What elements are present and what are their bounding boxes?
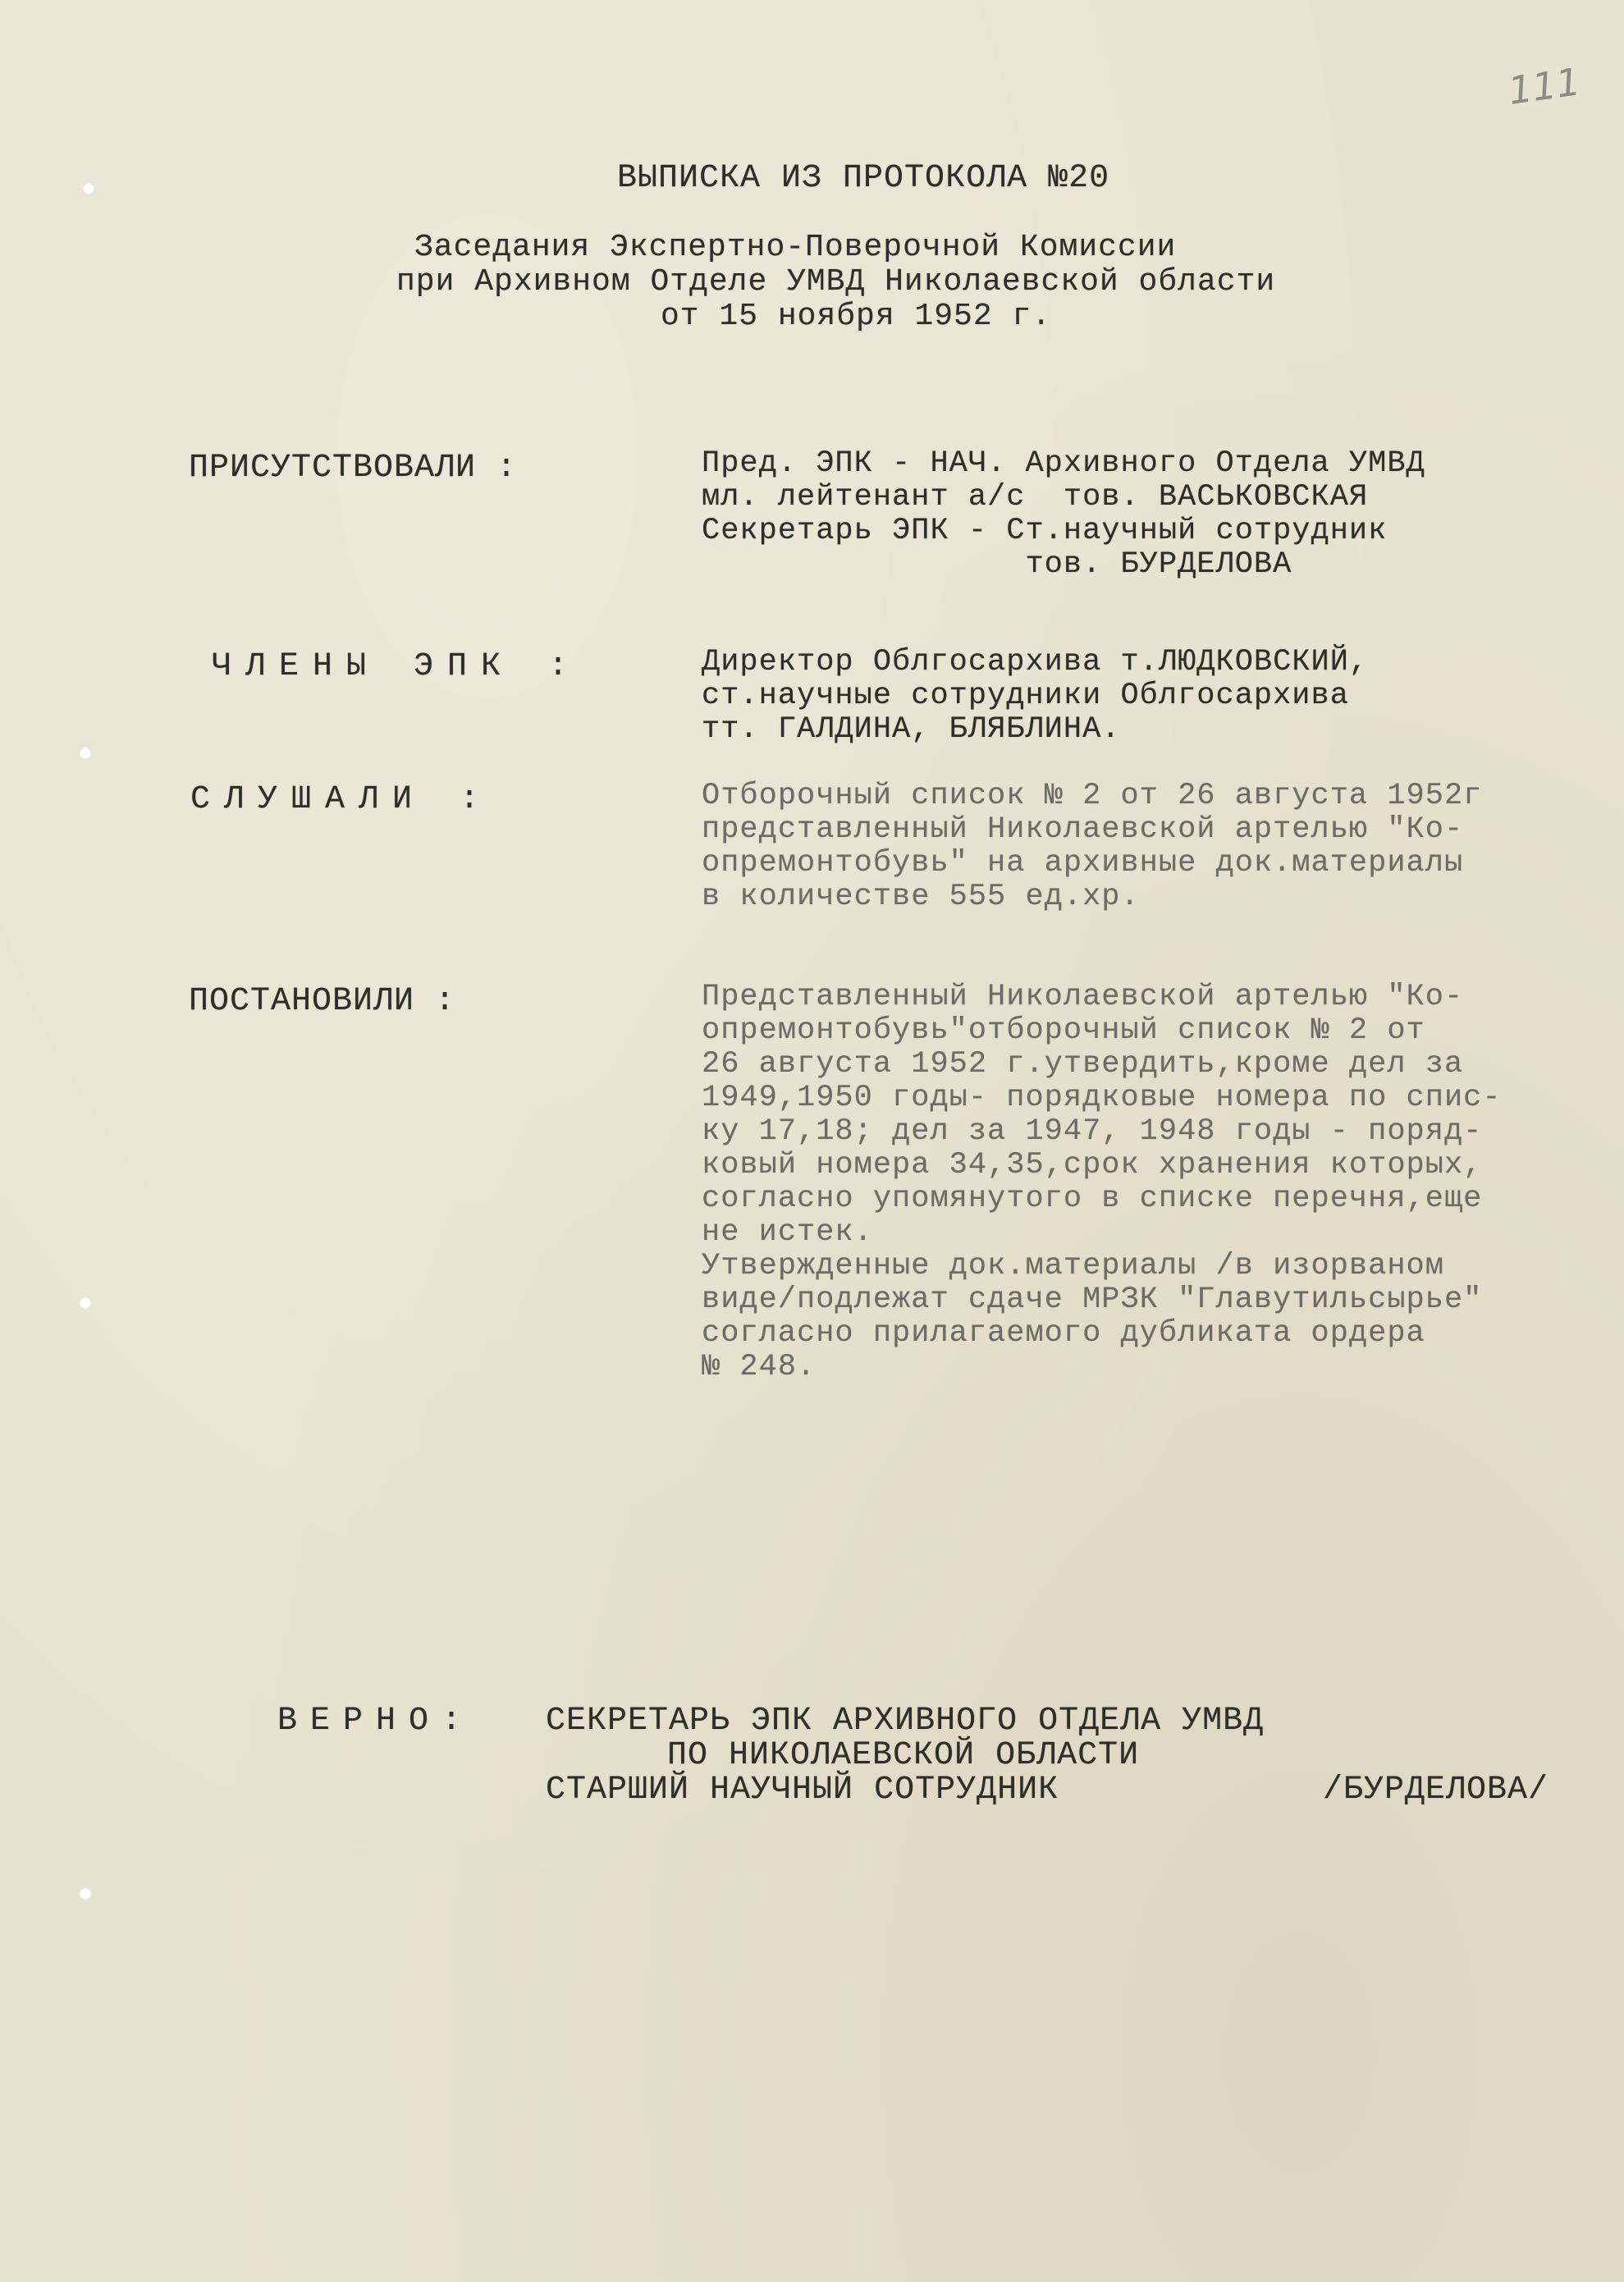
heard-line-2: представленный Николаевской артелью "Ко- bbox=[702, 812, 1464, 847]
resolved-line-4: 1949,1950 годы- порядковые номера по спис- bbox=[702, 1081, 1502, 1115]
punch-hole-top bbox=[82, 182, 95, 195]
document-title: ВЫПИСКА ИЗ ПРОТОКОЛА №20 bbox=[617, 160, 1110, 197]
heard-line-4: в количестве 555 ед.хр. bbox=[702, 880, 1140, 914]
resolved-line-6: ковый номера 34,35,срок хранения которых, bbox=[702, 1148, 1483, 1182]
signature-name: /БУРДЕЛОВА/ bbox=[1323, 1772, 1549, 1809]
punch-hole-upper bbox=[79, 747, 92, 760]
resolved-line-1: Представленный Николаевской артелью "Ко- bbox=[702, 980, 1464, 1014]
certification-line-1: СЕКРЕТАРЬ ЭПК АРХИВНОГО ОТДЕЛА УМВД bbox=[546, 1703, 1265, 1740]
present-line-1: Пред. ЭПК - НАЧ. Архивного Отдела УМВД bbox=[702, 446, 1425, 481]
subtitle-line-2: при Архивном Отделе УМВД Николаевской области bbox=[396, 264, 1276, 300]
punch-hole-middle bbox=[79, 1296, 92, 1310]
certification-label: ВЕРНО: bbox=[277, 1703, 475, 1740]
subtitle-line-1: Заседания Экспертно-Поверочной Комиссии bbox=[414, 230, 1177, 265]
members-line-3: тт. ГАЛДИНА, БЛЯБЛИНА. bbox=[702, 712, 1121, 747]
resolved-line-8: не истек. bbox=[702, 1215, 873, 1250]
section-label-members: ЧЛЕНЫ ЭПК : bbox=[212, 648, 583, 685]
present-line-2: мл. лейтенант а/с тов. ВАСЬКОВСКАЯ bbox=[702, 480, 1369, 514]
heard-line-3: опремонтобувь" на архивные док.материалы bbox=[702, 846, 1464, 880]
resolved-line-11: согласно прилагаемого дубликата ордера bbox=[702, 1316, 1425, 1351]
resolved-line-3: 26 августа 1952 г.утвердить,кроме дел за bbox=[702, 1047, 1464, 1082]
heard-line-1: Отборочный список № 2 от 26 августа 1952г bbox=[702, 779, 1483, 813]
members-line-1: Директор Облгосархива т.ЛЮДКОВСКИЙ, bbox=[702, 645, 1369, 679]
resolved-line-7: согласно упомянутого в списке перечня,еще bbox=[702, 1182, 1483, 1216]
resolved-line-5: ку 17,18; дел за 1947, 1948 годы - поряд- bbox=[702, 1114, 1483, 1149]
resolved-line-10: виде/подлежат сдаче МРЗК "Главутильсырье" bbox=[702, 1283, 1483, 1317]
resolved-line-9: Утвержденные док.материалы /в изорваном bbox=[702, 1249, 1444, 1283]
present-line-4: тов. БУРДЕЛОВА bbox=[702, 547, 1292, 582]
page-number: 111 bbox=[1505, 59, 1584, 113]
subtitle-line-3: от 15 ноября 1952 г. bbox=[661, 299, 1052, 334]
members-line-2: ст.научные сотрудники Облгосархива bbox=[702, 679, 1349, 713]
section-label-resolved: ПОСТАНОВИЛИ : bbox=[189, 983, 456, 1020]
section-label-present: ПРИСУТСТВОВАЛИ : bbox=[189, 450, 518, 487]
resolved-line-12: № 248. bbox=[702, 1350, 817, 1384]
certification-line-2: ПО НИКОЛАЕВСКОЙ ОБЛАСТИ bbox=[667, 1737, 1140, 1774]
punch-hole-lower bbox=[79, 1887, 92, 1900]
resolved-line-2: опремонтобувь"отборочный список № 2 от bbox=[702, 1013, 1425, 1048]
certification-line-3: СТАРШИЙ НАУЧНЫЙ СОТРУДНИК bbox=[546, 1772, 1059, 1809]
present-line-3: Секретарь ЭПК - Ст.научный сотрудник bbox=[702, 514, 1388, 548]
section-label-heard: СЛУШАЛИ : bbox=[190, 781, 494, 818]
